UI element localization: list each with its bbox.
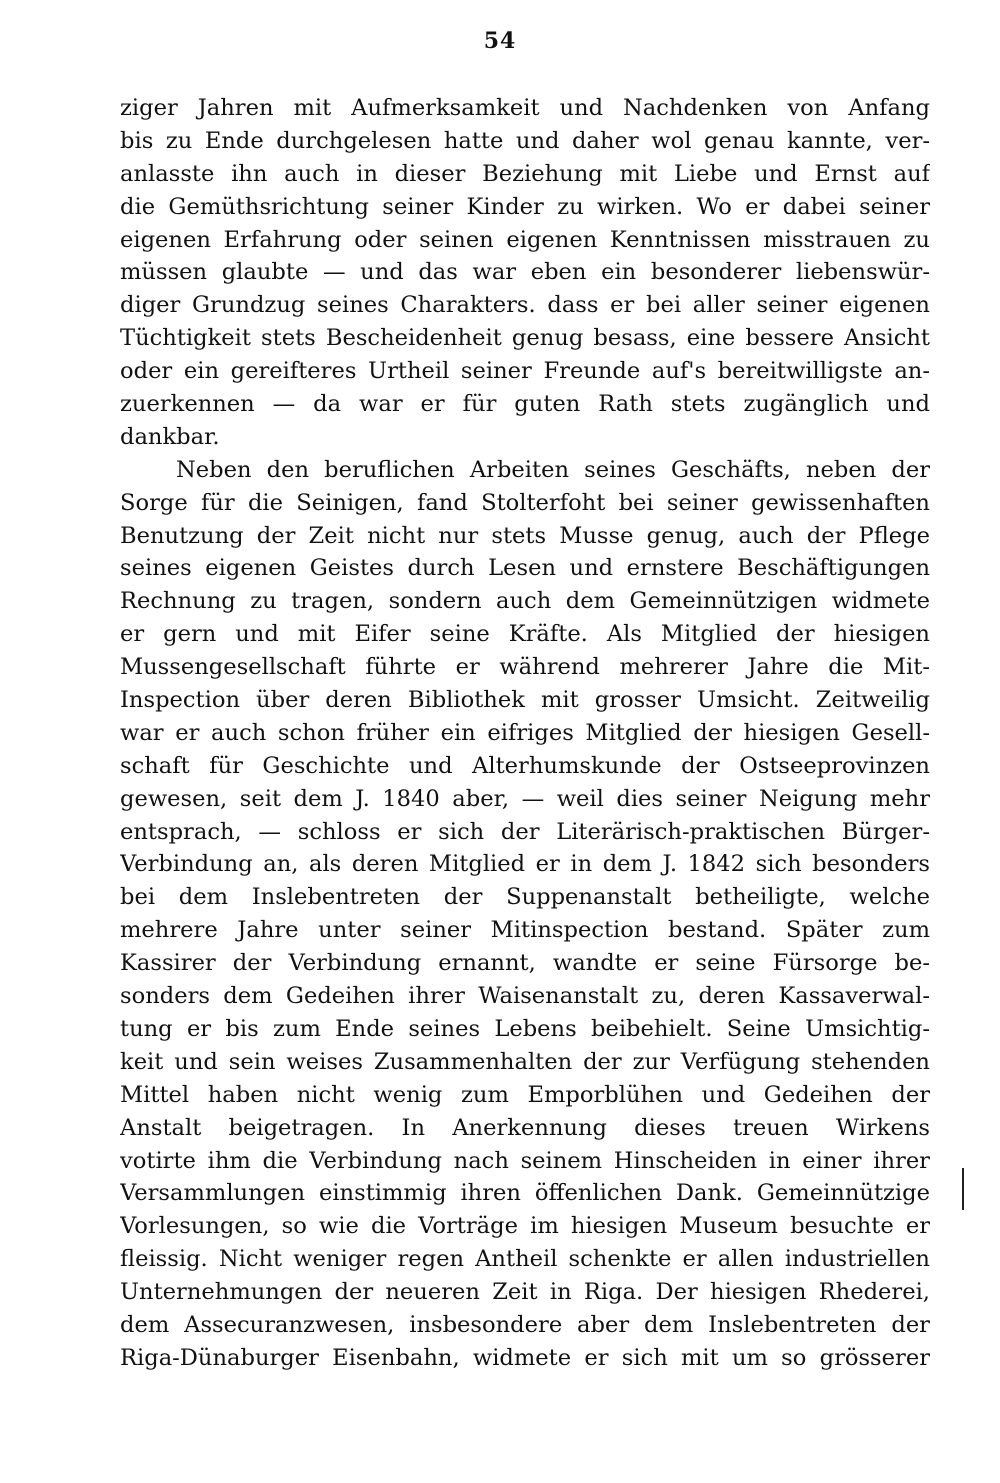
text-line: die Gemüthsrichtung seiner Kinder zu wirken. Wo er dabei seiner	[120, 193, 930, 220]
text-line: dankbar.	[120, 423, 220, 450]
text-line: seines eigenen Geistes durch Lesen und ernstere Beschäftigungen	[120, 555, 930, 582]
text-line: Mussengesellschaft führte er während mehrerer Jahre die Mit-	[120, 654, 930, 681]
text-line: keit und sein weises Zusammenhalten der zur Verfügung stehenden	[120, 1048, 930, 1075]
text-line: Riga-Dünaburger Eisenbahn, widmete er sich mit um so grösserer	[120, 1344, 930, 1371]
text-line: bei dem Inslebentreten der Suppenanstalt betheiligte, welche	[120, 884, 930, 911]
text-line: bis zu Ende durchgelesen hatte und daher wol genau kannte, ver-	[120, 127, 930, 154]
text-line: sonders dem Gedeihen ihrer Waisenanstalt zu, deren Kassaverwal-	[120, 983, 930, 1010]
text-line: ziger Jahren mit Aufmerksamkeit und Nachdenken von Anfang	[120, 95, 930, 121]
text-line: Sorge für die Seinigen, fand Stolterfoht bei seiner gewissenhaften	[120, 489, 930, 516]
text-line: votirte ihm die Verbindung nach seinem Hinscheiden in einer ihrer	[120, 1147, 930, 1174]
body-text	[120, 92, 930, 1375]
text-line: oder ein gereifteres Urtheil seiner Freunde auf's bereitwilligste an-	[120, 358, 930, 385]
text-line: Unternehmungen der neueren Zeit in Riga. Der hiesigen Rhederei,	[120, 1279, 930, 1306]
text-line: Neben den beruflichen Arbeiten seines Geschäfts, neben der	[176, 456, 930, 483]
paragraph-2	[120, 454, 930, 1375]
paragraph-1	[120, 92, 930, 454]
text-line: Rechnung zu tragen, sondern auch dem Gemeinnützigen widmete	[120, 588, 930, 615]
text-line: fleissig. Nicht weniger regen Antheil schenkte er allen industriellen	[120, 1246, 930, 1273]
page-number: 54	[483, 28, 517, 54]
text-line: anlasste ihn auch in dieser Beziehung mit Liebe und Ernst auf	[120, 160, 930, 187]
text-line: zuerkennen — da war er für guten Rath stets zugänglich und	[120, 391, 930, 418]
text-line: Vorlesungen, so wie die Vorträge im hiesigen Museum besuchte er	[120, 1213, 930, 1240]
text-line: Anstalt beigetragen. In Anerkennung dieses treuen Wirkens	[120, 1114, 930, 1141]
text-line: Kassirer der Verbindung ernannt, wandte er seine Fürsorge be-	[120, 950, 930, 977]
text-line: diger Grundzug seines Charakters. dass er bei aller seiner eigenen	[120, 292, 930, 319]
text-line: entsprach, — schloss er sich der Literärisch-praktischen Bürger-	[120, 818, 930, 845]
text-line: war er auch schon früher ein eifriges Mitglied der hiesigen Gesell-	[120, 719, 930, 746]
text-line: Inspection über deren Bibliothek mit grosser Umsicht. Zeitweilig	[120, 687, 930, 714]
text-line: tung er bis zum Ende seines Lebens beibehielt. Seine Umsichtig-	[120, 1015, 930, 1042]
text-line: Versammlungen einstimmig ihren öffenlichen Dank. Gemeinnützige	[120, 1180, 930, 1207]
text-line: dem Assecuranzwesen, insbesondere aber dem Inslebentreten der	[120, 1311, 930, 1338]
text-line: Verbindung an, als deren Mitglied er in dem J. 1842 sich besonders	[120, 851, 930, 878]
text-line: er gern und mit Eifer seine Kräfte. Als Mitglied der hiesigen	[120, 621, 930, 648]
text-line: Benutzung der Zeit nicht nur stets Musse genug, auch der Pflege	[120, 522, 930, 549]
text-line: Tüchtigkeit stets Bescheidenheit genug besass, eine bessere Ansicht	[120, 325, 930, 352]
text-line: schaft für Geschichte und Alterhumskunde der Ostseeprovinzen	[120, 752, 930, 779]
text-line: eigenen Erfahrung oder seinen eigenen Kenntnissen misstrauen zu	[120, 226, 930, 253]
text-line: mehrere Jahre unter seiner Mitinspection bestand. Später zum	[120, 917, 930, 944]
text-line: gewesen, seit dem J. 1840 aber, — weil dies seiner Neigung mehr	[120, 785, 930, 812]
margin-line-mark	[962, 1168, 964, 1210]
text-line: Mittel haben nicht wenig zum Emporblühen und Gedeihen der	[120, 1081, 930, 1108]
text-line: müssen glaubte — und das war eben ein besonderer liebenswür-	[120, 259, 930, 286]
